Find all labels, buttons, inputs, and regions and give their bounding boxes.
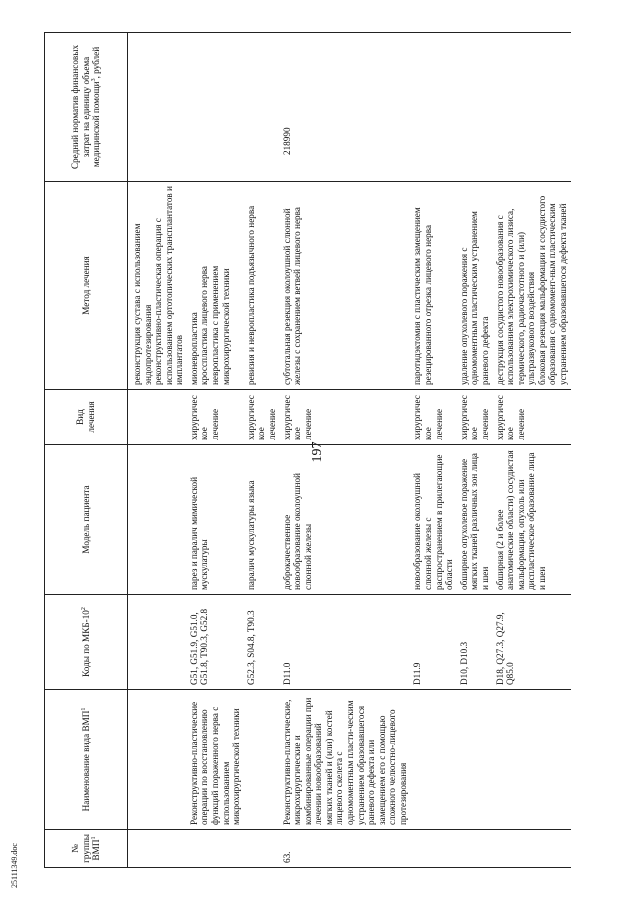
cell-icd-codes (457, 595, 493, 690)
vmp-table (44, 32, 571, 868)
cell-line: хирургическое лечение (188, 395, 221, 440)
cell-patient-model (244, 445, 280, 595)
cell-line: D11.9 (412, 662, 423, 685)
cell-treatment-type (187, 390, 244, 445)
cell-line: Реконструктивно-пластические, микрохирургические и комбинированные операции при лечении новообразований мягких тканей и (или) костей лицевого скелета с одномоментным пласти-ческим устранением образовавшегося раневого дефекта или замещением его с помощью сложного челюстно-лицевого протезирования (281, 697, 408, 825)
cell-treatment-method (244, 182, 280, 390)
cell-average-cost (187, 33, 244, 182)
cell-line: 63. (281, 851, 292, 863)
cell-average-cost (493, 33, 571, 182)
cell-line: хирургическое лечение (494, 395, 526, 440)
cell-vmp-name (457, 690, 493, 830)
cell-patient-model (280, 445, 411, 595)
cell-treatment-type (280, 390, 411, 445)
cell-treatment-method (493, 182, 571, 390)
table-row (493, 33, 571, 868)
cell-line: D11.0 (281, 662, 292, 685)
header-group-number: № группы ВМП$^1$ (45, 830, 128, 868)
cell-patient-model (493, 445, 571, 595)
cell-icd-codes (410, 595, 456, 690)
table-header-row (45, 33, 128, 868)
cell-line: доброкачественное новообразование околоушной слюнной железы (281, 473, 313, 590)
table-row (128, 33, 187, 868)
cell-average-cost (128, 33, 187, 182)
cell-line: паротидэктомия с пластическим замещением резецированного отрезка лицевого нерва (412, 207, 434, 385)
document-id: 25111349.doc (10, 843, 19, 888)
cell-treatment-method (187, 182, 244, 390)
cell-group-number (128, 830, 187, 868)
cell-vmp-name (493, 690, 571, 830)
cell-line: блоковая резекция мальформации и сосудистого образования с одномомент-ным пластическим устранением образовавшегося дефекта тканей (536, 195, 568, 385)
cell-icd-codes (280, 595, 411, 690)
cell-line: хирургическое лечение (245, 395, 277, 440)
cell-treatment-method (128, 182, 187, 390)
cell-vmp-name (410, 690, 456, 830)
table-row (280, 33, 411, 868)
cell-icd-codes (128, 595, 187, 690)
header-average-cost: Средний норматив финансовых затрат на единицу объема медицинской помощи$^3$, рублей (45, 33, 128, 182)
cell-group-number (410, 830, 456, 868)
cell-treatment-type (128, 390, 187, 445)
cell-treatment-method (280, 182, 411, 390)
header-treatment-type: Вид лечения (45, 390, 128, 445)
header-icd-codes: Коды по МКБ-$10^2$ (45, 595, 128, 690)
header-vmp-name: Наименование вида ВМП$^1$ (45, 690, 128, 830)
cell-line: деструкция сосудистого новообразования с использованием электрохимического лизиса, термического, радиочастотного и (или) ультразвукового воздействия (494, 208, 537, 385)
cell-treatment-type (457, 390, 493, 445)
cell-line: новообразование околоушной слюнной железы с распространением в прилегающие области (412, 454, 455, 590)
cell-vmp-name (280, 690, 411, 830)
cell-line: реконструктивно-пластическая операция с использованием ортотопических трансплантатов и имплантатов (153, 186, 185, 385)
cell-line: субтотальная резекция околоушной слюнной железы с сохранением ветвей лицевого нерва (281, 207, 303, 385)
cell-line: G51, G51.9, G51.0, G51.8, T90.3, G52.8 (188, 608, 210, 685)
cell-group-number (457, 830, 493, 868)
cell-treatment-method (457, 182, 493, 390)
rotated-table-container (44, 33, 609, 868)
cell-line: хирургическое лечение (281, 395, 313, 440)
cell-average-cost (244, 33, 280, 182)
table-row (410, 33, 456, 868)
cell-vmp-name (187, 690, 244, 830)
page-number: 197 (310, 441, 325, 463)
cell-line: обширная (2 и более анатомические области) сосудистая мальформация, опухоль или диспластическое образование лица и шеи (494, 450, 547, 590)
cell-line: хирургическое лечение (412, 395, 444, 440)
table-row (187, 33, 244, 868)
cell-vmp-name (244, 690, 280, 830)
cell-line: 218990 (281, 127, 292, 155)
cell-line: невропластика с применением микрохирургической техники (210, 265, 231, 385)
cell-icd-codes (493, 595, 571, 690)
cell-treatment-method (410, 182, 456, 390)
header-patient-model: Модель пациента (45, 445, 128, 595)
cell-treatment-type (410, 390, 456, 445)
cell-icd-codes (187, 595, 244, 690)
cell-line: мионевропластика (188, 312, 199, 385)
cell-patient-model (457, 445, 493, 595)
table-body (128, 33, 571, 868)
table-row (244, 33, 280, 868)
table-row (457, 33, 493, 868)
cell-line: G52.3, S04.8, T90.3 (245, 610, 256, 685)
cell-average-cost (280, 33, 411, 182)
cell-line: D10, D10.3 (458, 641, 469, 685)
cell-line: D18, Q27.3, Q27.9, Q85.0 (494, 612, 516, 685)
cell-average-cost (410, 33, 456, 182)
cell-group-number (187, 830, 244, 868)
cell-vmp-name (128, 690, 187, 830)
cell-line: реконструкция сустава с использованием эндопротезирования (132, 223, 153, 385)
cell-line: кросспластика лицевого нерва (199, 265, 210, 385)
cell-patient-model (187, 445, 244, 595)
cell-line: паралич мускулатуры языка (245, 480, 256, 590)
cell-line: ревизия и невропластика подъязычного нерва (245, 205, 256, 385)
cell-average-cost (457, 33, 493, 182)
cell-treatment-type (244, 390, 280, 445)
cell-line: удаление опухолевого поражения с одномоментным пластическим устранением раневого дефекта (458, 211, 490, 385)
cell-icd-codes (244, 595, 280, 690)
cell-line: парез и паралич мимической мускулатуры (188, 476, 210, 590)
cell-group-number (244, 830, 280, 868)
cell-group-number (493, 830, 571, 868)
header-treatment-method: Метод лечения (45, 182, 128, 390)
cell-line: хирургическое лечение (458, 395, 490, 440)
cell-patient-model (128, 445, 187, 595)
cell-treatment-type (493, 390, 571, 445)
cell-line: обширное опухолевое поражение мягких тканей различных зон лица и шеи (458, 453, 490, 590)
cell-group-number (280, 830, 411, 868)
cell-patient-model (410, 445, 456, 595)
cell-line: Реконструктивно-пластические операции по восстановлению функций пораженного нерва с использованием микрохирургической техники (188, 701, 242, 825)
